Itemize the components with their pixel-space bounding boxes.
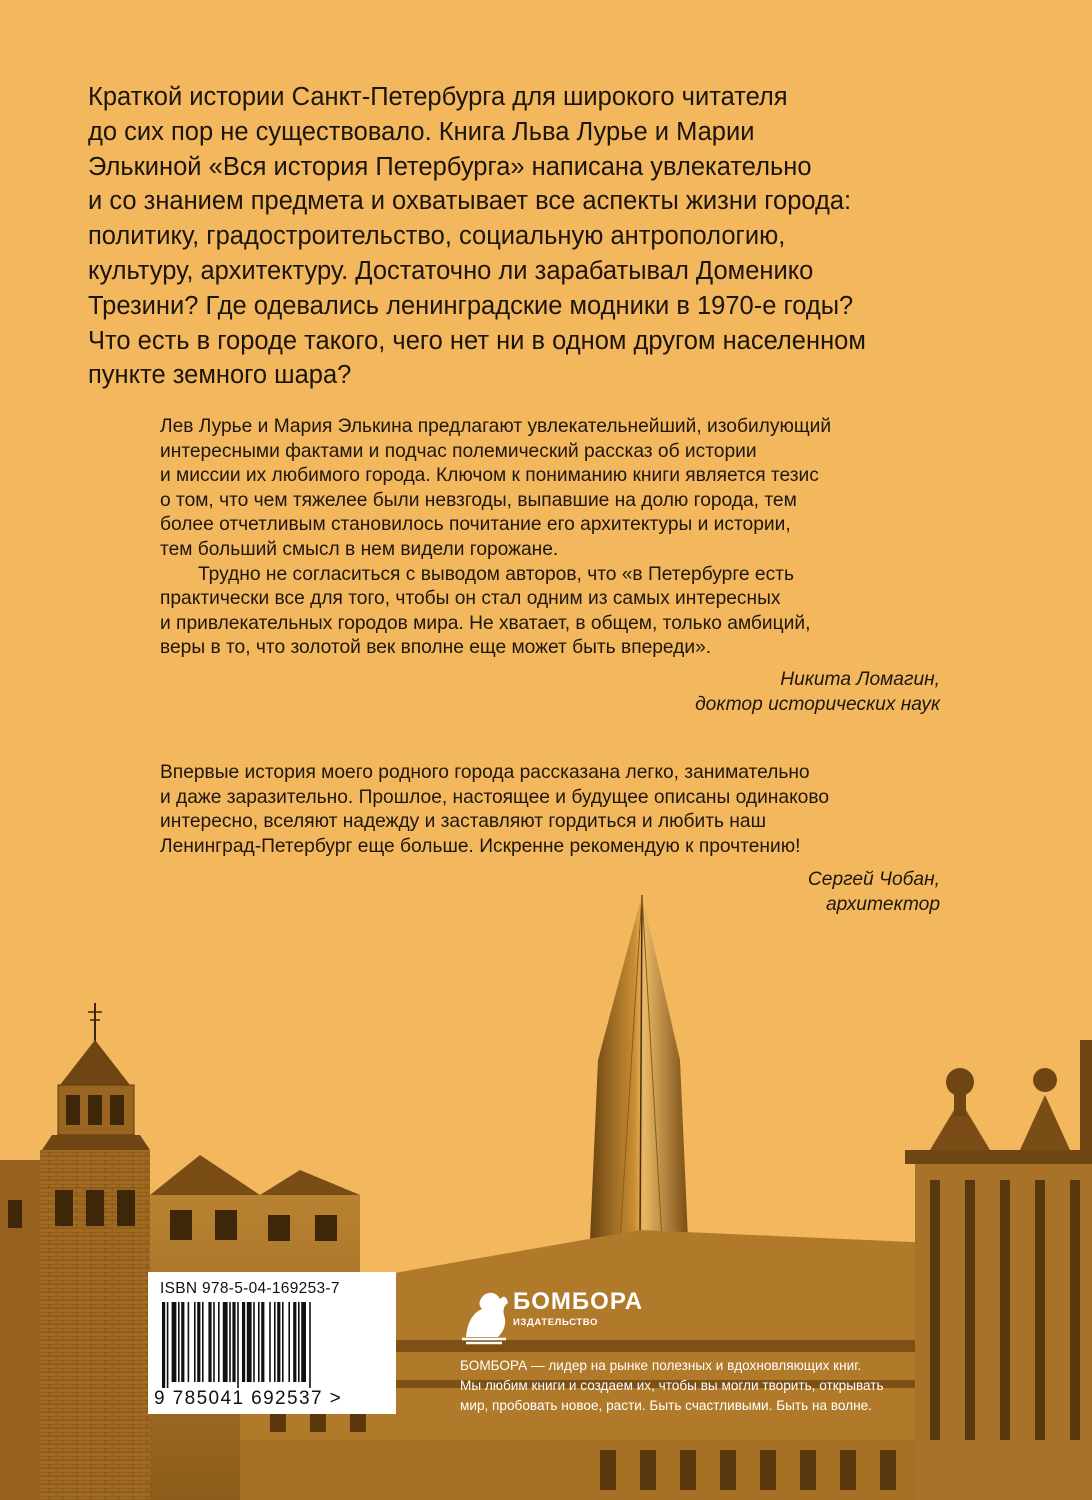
publisher-blurb-line: БОМБОРА — лидер на рынке полезных и вдохновляющих книг.	[460, 1358, 862, 1373]
publisher-blurb-line: Мы любим книги и создаем их, чтобы вы могли творить, открывать	[460, 1378, 884, 1393]
review-line: интересно, вселяют надежду и заставляют гордиться и любить наш	[160, 811, 766, 833]
publisher-subtitle: ИЗДАТЕЛЬСТВО	[513, 1317, 598, 1328]
review-line: Лев Лурье и Мария Элькина предлагают увлекательнейший, изобилующий	[160, 416, 832, 437]
barcode-bar	[202, 1302, 204, 1382]
barcode-bar	[232, 1302, 235, 1382]
review-line: Трудно не согласиться с выводом авторов, что «в Петербурге есть	[198, 563, 794, 585]
barcode-bar	[208, 1302, 211, 1382]
barcode-bar	[301, 1302, 306, 1382]
barcode-bar	[229, 1302, 231, 1382]
intro-line: Трезини? Где одевались ленинградские модники в 1970-е годы?	[88, 291, 854, 320]
review-line: тем больший смысл в нем видели горожане.	[160, 538, 559, 560]
isbn-barcode-box	[148, 1272, 396, 1414]
review-line: интересными фактами и подчас полемический рассказ об истории	[160, 440, 757, 462]
left-tower-drawing	[0, 1003, 150, 1500]
barcode-bar	[218, 1302, 220, 1382]
barcode-bar	[277, 1302, 280, 1382]
intro-line: Что есть в городе такого, чего нет ни в одном другом населенном	[88, 326, 866, 355]
review-author-title: доктор исторических наук	[695, 693, 940, 715]
review-line: веры в то, что золотой век вполне еще может быть впереди».	[160, 637, 712, 659]
barcode-bar	[274, 1302, 276, 1382]
review-author-title: архитектор	[825, 893, 940, 915]
review-line: о том, что чем тяжелее были невзгоды, выпавшие на долю города, тем	[160, 489, 797, 511]
review-author: Никита Ломагин,	[780, 669, 940, 690]
barcode-bar	[172, 1302, 177, 1382]
barcode-bar	[253, 1302, 255, 1382]
intro-line: пункте земного шара?	[88, 361, 352, 390]
barcode-bar	[309, 1302, 311, 1388]
publisher-blurb-line: мир, пробовать новое, расти. Быть счастливыми. Быть на волне.	[460, 1398, 872, 1413]
intro-line: культуру, архитектуру. Достаточно ли зарабатывал Доменико	[88, 256, 814, 285]
barcode-bar	[269, 1302, 271, 1382]
review-author: Сергей Чобан,	[807, 869, 940, 890]
barcode-bar	[178, 1302, 180, 1382]
barcode-bar	[162, 1302, 165, 1388]
review-line: Ленинград-Петербург еще больше. Искренне рекомендую к прочтению!	[160, 835, 801, 857]
barcode-bar	[181, 1302, 184, 1382]
isbn-label: ISBN 978-5-04-169253-7	[160, 1280, 340, 1297]
barcode-bar	[194, 1302, 196, 1382]
review-line: более отчетливым становилось почитание его архитектуры и истории,	[160, 514, 791, 536]
review-line: и миссии их любимого города. Ключом к пониманию книги является тезис	[160, 465, 819, 487]
barcode-bar	[223, 1302, 228, 1382]
intro-line: до сих пор не существовало. Книга Льва Лурье и Марии	[88, 117, 755, 146]
review-line: практически все для того, чтобы он стал одним из самых интересных	[160, 588, 781, 610]
barcode-bar	[261, 1302, 264, 1382]
intro-line: Краткой истории Санкт-Петербурга для широкого читателя	[88, 83, 788, 111]
intro-line: политику, градостроительство, социальную антропологию,	[88, 222, 786, 251]
barcode-bar	[167, 1302, 169, 1388]
barcode-bar	[258, 1302, 260, 1382]
ornate-facade-drawing	[905, 1040, 1092, 1500]
review-line: Впервые история моего родного города рассказана легко, занимательно	[160, 762, 810, 783]
barcode-bar	[213, 1302, 215, 1382]
review-line: и даже заразительно. Прошлое, настоящее и будущее описаны одинаково	[160, 786, 830, 808]
publisher-blurb	[460, 1356, 950, 1416]
barcode-bar	[237, 1302, 239, 1388]
barcode-bar	[188, 1302, 190, 1382]
publisher-name: БОМБОРА	[513, 1288, 644, 1315]
barcode-bar	[293, 1302, 296, 1382]
intro-line: Элькиной «Вся история Петербурга» написана увлекательно	[88, 152, 812, 181]
barcode-bar	[197, 1302, 200, 1382]
barcode-bar	[288, 1302, 290, 1382]
review-line: и привлекательных городов мира. Не хватает, в общем, только амбиций,	[160, 612, 811, 634]
barcode-bar	[298, 1302, 300, 1382]
intro-line: и со знанием предмета и охватывает все аспекты жизни города:	[88, 187, 852, 216]
glass-tower-drawing	[590, 895, 688, 1240]
barcode-bar	[242, 1302, 245, 1382]
isbn-digits: 9 785041 692537 >	[154, 1388, 343, 1409]
barcode	[156, 1302, 388, 1388]
barcode-bar	[247, 1302, 252, 1382]
barcode-bar	[282, 1302, 284, 1382]
